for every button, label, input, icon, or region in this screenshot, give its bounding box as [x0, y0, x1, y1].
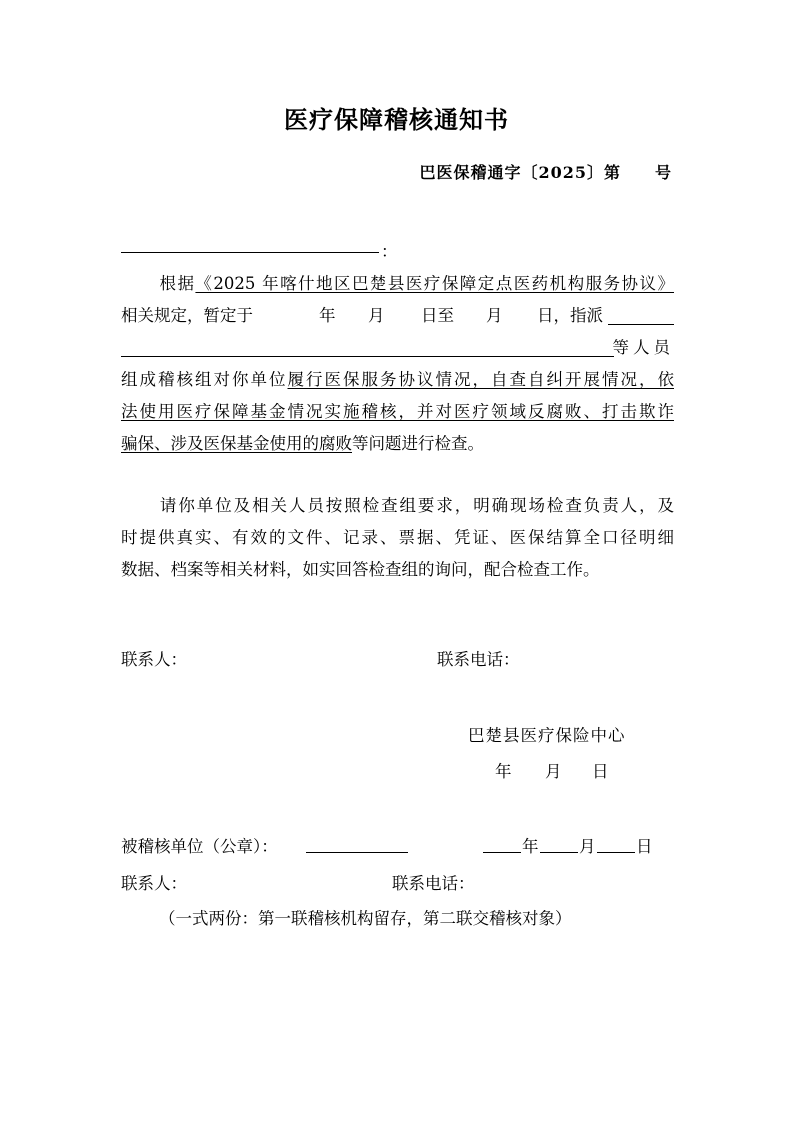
- date-day-assign-label: 日，指派: [537, 306, 603, 325]
- date-month-label: 月: [486, 306, 503, 325]
- contact-person-label: 联系人：: [121, 650, 187, 669]
- paragraph-requirements: [121, 490, 674, 586]
- audited-year-label: 年: [522, 837, 539, 856]
- audited-month-label: 月: [579, 837, 596, 856]
- issuer-date-day: 日: [592, 762, 609, 781]
- assignee-blank-line[interactable]: [608, 324, 674, 325]
- addressee-colon: ：: [381, 242, 398, 261]
- document-title: 医疗保障稽核通知书: [284, 105, 509, 134]
- paragraph-line: [121, 332, 674, 364]
- paragraph-line: 时提供真实、有效的文件、记录、票据、凭证、医保结算全口径明细: [121, 528, 674, 547]
- date-month-label: 月: [368, 306, 385, 325]
- contact-phone-label: 联系电话：: [437, 650, 520, 669]
- copies-footnote: （一式两份：第一联稽核机构留存，第二联交稽核对象）: [159, 909, 572, 928]
- issuer-date-year: 年: [495, 762, 512, 781]
- audited-day-label: 日: [636, 837, 653, 856]
- audited-year-blank[interactable]: [483, 852, 521, 853]
- members-label: 等人员: [612, 338, 674, 357]
- document-number: 巴医保稽通字〔2025〕第 号: [419, 163, 672, 182]
- issuer-name: 巴楚县医疗保险中心: [468, 726, 626, 745]
- assignee-blank-line-2[interactable]: [121, 356, 614, 357]
- paragraph-line: 相关规定，暂定于 年 月 日至 月 日，指派: [121, 300, 674, 332]
- paragraph-notice-body: [121, 268, 674, 460]
- date-day-to-label: 日至: [421, 306, 454, 325]
- agreement-title: 《2025 年喀什地区巴楚县医疗保障定点医药机构服务协议》: [195, 274, 674, 293]
- date-year-label: 年: [319, 306, 336, 325]
- paragraph-line: 根据《2025 年喀什地区巴楚县医疗保障定点医药机构服务协议》: [158, 274, 674, 293]
- paragraph-line: 请你单位及相关人员按照检查组要求，明确现场检查负责人，及: [158, 496, 674, 515]
- addressee-blank-line[interactable]: [121, 252, 379, 253]
- audited-unit-blank-line[interactable]: [306, 852, 408, 853]
- audited-unit-label: 被稽核单位（公章）：: [121, 837, 278, 856]
- audited-contact-label: 联系人：: [121, 874, 187, 893]
- paragraph-line: 法使用医疗保障基金情况实施稽核，并对医疗领域反腐败、打击欺诈: [121, 402, 674, 421]
- audited-month-blank[interactable]: [540, 852, 578, 853]
- paragraph-line: 组成稽核组对你单位履行医保服务协议情况，自查自纠开展情况，依: [121, 370, 674, 389]
- paragraph-line: 骗保、涉及医保基金使用的腐败等问题进行检查。: [121, 434, 484, 453]
- audited-phone-label: 联系电话：: [392, 874, 475, 893]
- issuer-date-month: 月: [545, 762, 562, 781]
- audited-day-blank[interactable]: [597, 852, 635, 853]
- paragraph-line: 数据、档案等相关材料，如实回答检查组的询问，配合检查工作。: [121, 560, 600, 579]
